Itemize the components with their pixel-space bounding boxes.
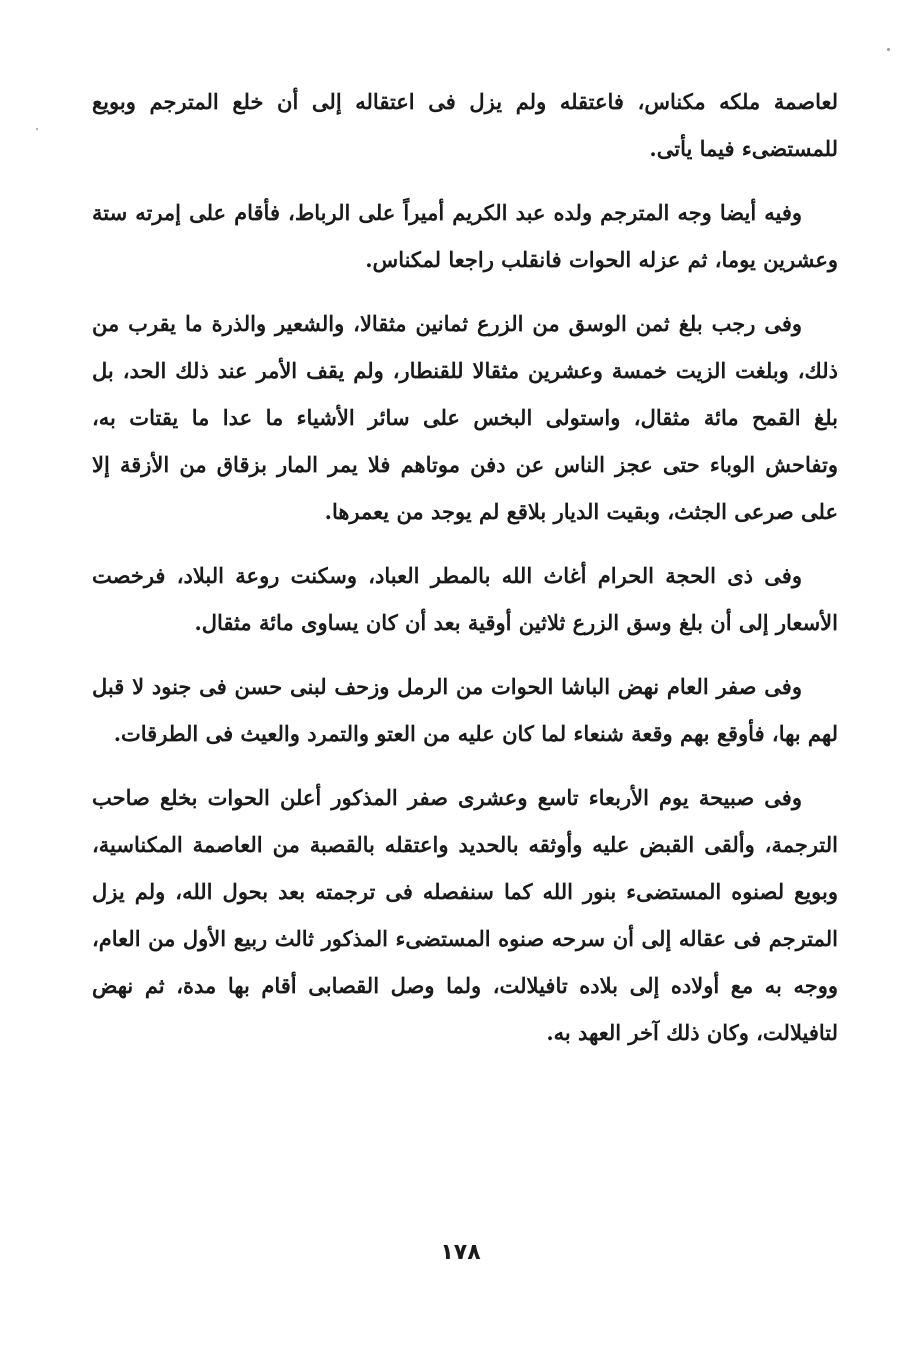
paragraph-deposition: وفى صبيحة يوم الأربعاء تاسع وعشرى صفر المذكور أعلن الحوات بخلع صاحب الترجمة، وألقى القبض عليه وأوثقه بالحديد واعتقله بالقصبة من العاصمة المكناسية، وبويع لصنوه المستضىء بنور الله كما سنفصله فى ترجمته بعد بحول الله، ولم يزل المترجم فى عقاله إلى أن سرحه صنوه المستضىء المذكور ثالث ربيع الأول من العام، ووجه به مع أولاده إلى بلاده تافيلالت، ولما وصل القصابى أقام بها مدة، ثم نهض لتافيلالت، وكان ذلك آخر العهد به.	[92, 785, 838, 1045]
paragraph-safar-campaign: وفى صفر العام نهض الباشا الحوات من الرمل وزحف لبنى حسن فى جنود لا قبل لهم بها، فأوقع بهم وقعة شنعاء لما كان عليه من العتو والتمرد والعيث فى الطرقات.	[92, 674, 838, 746]
paragraph-abdelkarim-rabat: وفيه أيضا وجه المترجم ولده عبد الكريم أميراً على الرباط، فأقام على إمرته ستة وعشرين يوما، ثم عزله الحوات فانقلب راجعا لمكناس.	[92, 200, 838, 272]
scan-speck-left	[36, 128, 38, 130]
page-number: ١٧٨	[440, 1240, 481, 1265]
body-text	[92, 78, 838, 1073]
paragraph-dhul-hijja-rain: وفى ذى الحجة الحرام أغاث الله بالمطر العباد، وسكنت روعة البلاد، فرخصت الأسعار إلى أن بلغ وسق الزرع ثلاثين أوقية بعد أن كان يساوى مائة مثقال.	[92, 563, 838, 635]
paragraph-continuation: لعاصمة ملكه مكناس، فاعتقله ولم يزل فى اعتقاله إلى أن خلع المترجم وبويع للمستضىء فيما يأتى.	[92, 89, 838, 161]
scan-speck-top-right	[887, 48, 890, 51]
paragraph-rajab-famine: وفى رجب بلغ ثمن الوسق من الزرع ثمانين مثقالا، والشعير والذرة ما يقرب من ذلك، وبلغت الزيت خمسة وعشرين مثقالا للقنطار، ولم يقف الأمر عند ذلك الحد، بل بلغ القمح مائة مثقال، واستولى البخس على سائر الأشياء ما عدا ما يقتات به، وتفاحش الوباء حتى عجز الناس عن دفن موتاهم فلا يمر المار بزقاق من الأزقة إلا على صرعى الجثث، وبقيت الديار بلاقع لم يوجد من يعمرها.	[92, 311, 838, 524]
